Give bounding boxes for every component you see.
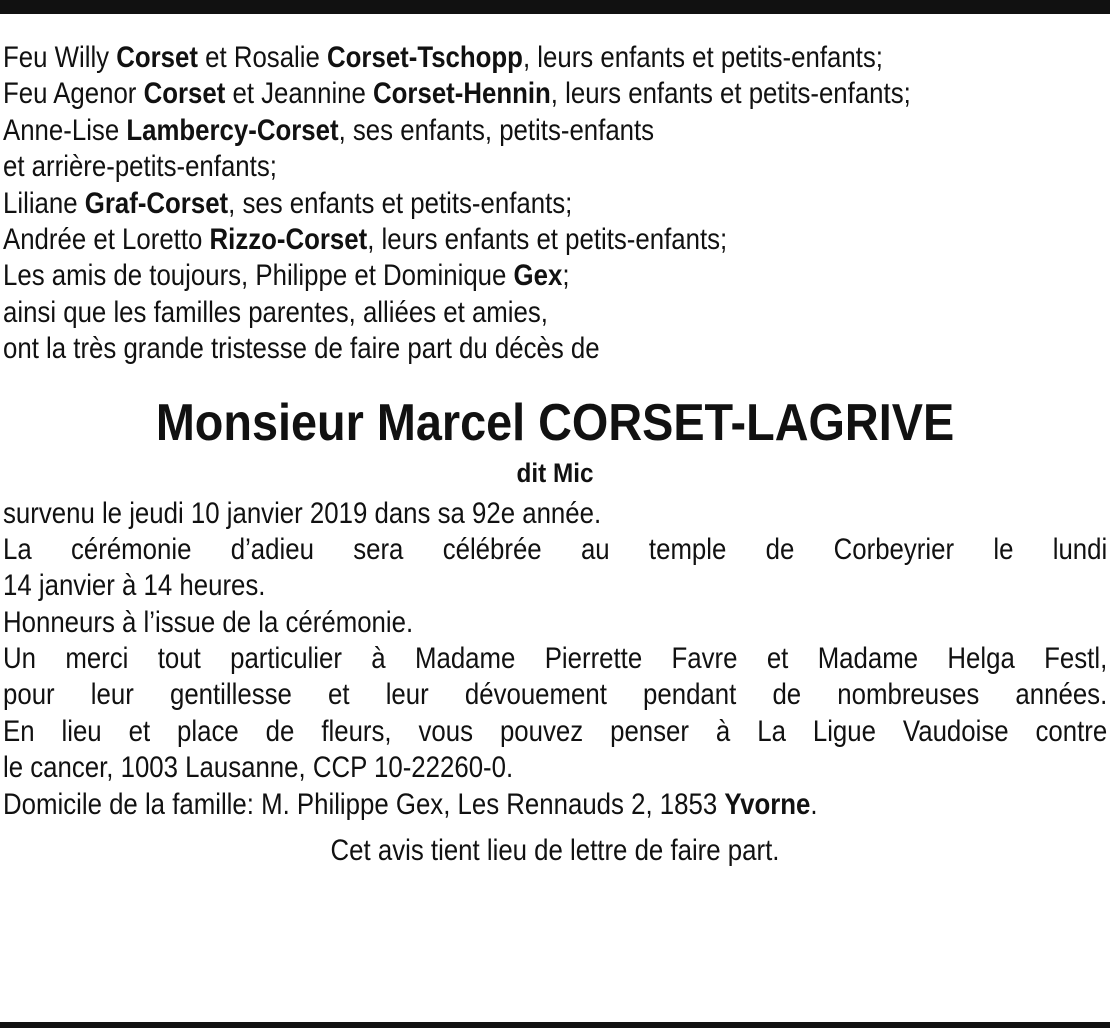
text-run: Domicile de la famille: M. Philippe Gex, Les Rennauds 2, 1853 bbox=[3, 787, 725, 821]
text-run: ; bbox=[562, 259, 570, 293]
text-run: Feu Willy bbox=[3, 41, 117, 74]
notice-body bbox=[3, 496, 1107, 824]
text-run: , leurs enfants et petits-enfants; bbox=[550, 77, 911, 111]
body-line bbox=[3, 677, 1107, 713]
surname-bold: Lambercy-Corset bbox=[126, 113, 339, 147]
text-run: Feu Agenor bbox=[3, 77, 144, 111]
text-run: , leurs enfants et petits-enfants; bbox=[367, 222, 728, 256]
family-line bbox=[3, 40, 952, 76]
text-run: et Rosalie bbox=[197, 41, 328, 74]
family-line bbox=[3, 222, 952, 258]
death-notice bbox=[3, 40, 1107, 869]
text-run: , leurs enfants et petits-enfants; bbox=[522, 41, 883, 74]
family-line bbox=[3, 76, 952, 112]
surname-bold: Corset-Tschopp bbox=[327, 41, 523, 74]
text-run: pour leur gentillesse et leur dévouement pendant de nombreuses années. bbox=[3, 678, 1108, 712]
body-line bbox=[3, 714, 1107, 750]
surname-bold: Yvorne bbox=[724, 787, 811, 821]
text-run: Andrée et Loretto bbox=[3, 222, 210, 256]
text-run: ont la très grande tristesse de faire part du décès de bbox=[3, 332, 600, 366]
top-border-rule bbox=[0, 0, 1110, 14]
deceased-name: Monsieur Marcel CORSET-LAGRIVE bbox=[155, 393, 955, 452]
surname-bold: Corset bbox=[143, 77, 226, 111]
surname-bold: Graf-Corset bbox=[84, 186, 229, 220]
body-line bbox=[3, 496, 952, 532]
surname-bold: Corset bbox=[116, 41, 198, 74]
body-line bbox=[3, 605, 952, 641]
text-run: Honneurs à l’issue de la cérémonie. bbox=[3, 605, 414, 639]
deceased-nickname: dit Mic bbox=[516, 457, 594, 488]
text-run: Liliane bbox=[3, 186, 85, 220]
family-line bbox=[3, 331, 952, 367]
body-line bbox=[3, 750, 952, 786]
surname-bold: Gex bbox=[513, 259, 563, 293]
surname-bold: Corset-Hennin bbox=[373, 77, 551, 111]
family-line bbox=[3, 113, 952, 149]
bottom-border-rule bbox=[0, 1022, 1110, 1028]
text-run: , ses enfants, petits-enfants bbox=[338, 113, 655, 147]
text-run: survenu le jeudi 10 janvier 2019 dans sa 92e année. bbox=[3, 496, 602, 530]
closing-statement: Cet avis tient lieu de lettre de faire part. bbox=[330, 834, 780, 868]
surname-bold: Rizzo-Corset bbox=[209, 222, 368, 256]
family-line bbox=[3, 258, 952, 294]
text-run: En lieu et place de fleurs, vous pouvez penser à La Ligue Vaudoise contre bbox=[3, 714, 1108, 748]
text-run: Anne-Lise bbox=[3, 113, 127, 147]
text-run: le cancer, 1003 Lausanne, CCP 10-22260-0. bbox=[3, 751, 514, 785]
text-run: Les amis de toujours, Philippe et Dominique bbox=[3, 259, 514, 293]
family-list bbox=[3, 40, 1107, 368]
body-line bbox=[3, 787, 952, 823]
text-run: , ses enfants et petits-enfants; bbox=[228, 186, 573, 220]
family-line bbox=[3, 186, 952, 222]
text-run: 14 janvier à 14 heures. bbox=[3, 569, 266, 603]
text-run: . bbox=[810, 787, 818, 821]
family-line bbox=[3, 295, 952, 331]
body-line bbox=[3, 568, 952, 604]
text-run: ainsi que les familles parentes, alliées et amies, bbox=[3, 295, 548, 329]
body-line bbox=[3, 641, 1107, 677]
body-line bbox=[3, 532, 1107, 568]
text-run: La cérémonie d’adieu sera célébrée au temple de Corbeyrier le lundi bbox=[3, 532, 1108, 566]
text-run: Un merci tout particulier à Madame Pierrette Favre et Madame Helga Festl, bbox=[3, 642, 1108, 676]
text-run: et arrière-petits-enfants; bbox=[3, 150, 277, 184]
text-run: et Jeannine bbox=[225, 77, 374, 111]
family-line bbox=[3, 149, 952, 185]
